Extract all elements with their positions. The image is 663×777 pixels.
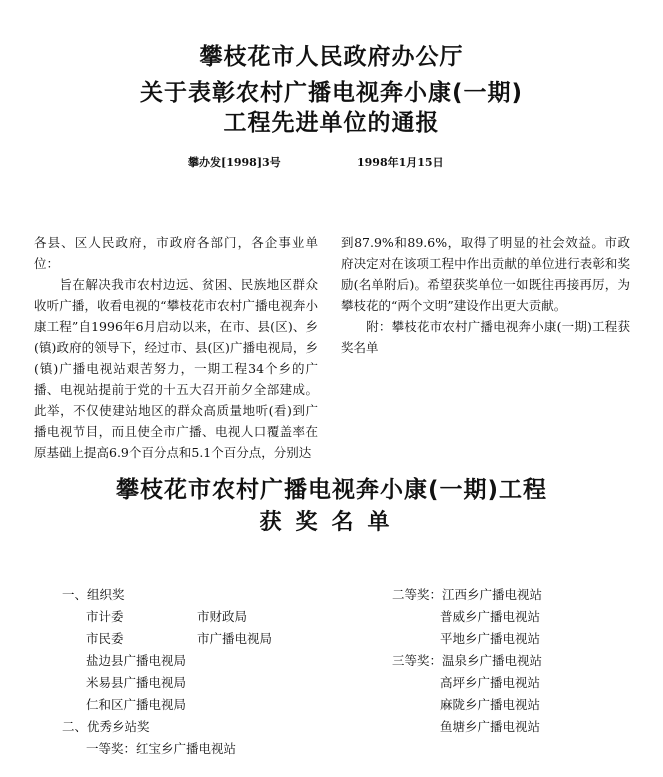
body-paragraph-continued: 到87.9%和89.6%，取得了明显的社会效益。市政府决定对在该项工程中作出贡献的单位进行表彰和奖励(名单附后)。希望获奖单位一如既往再接再厉，为攀枝花的“两个文明”建设作出更大贡献。 — [341, 235, 630, 313]
org-award-item: 仁和区广播电视局 — [86, 697, 187, 712]
prize-item: 普威乡广播电视站 — [440, 609, 541, 624]
body-column-left — [34, 232, 318, 463]
third-prize-label: 三等奖： — [392, 653, 443, 668]
section-organization-award: 一、组织奖 — [62, 587, 125, 602]
prize-item: 高坪乡广播电视站 — [440, 675, 541, 690]
attachment-note: 附：攀枝花市农村广播电视奔小康(一期)工程获奖名单 — [341, 319, 630, 355]
org-award-item: 盐边县广播电视局 — [86, 653, 187, 668]
title-line-3: 工程先进单位的通报 — [223, 110, 440, 136]
prize-item: 鱼塘乡广播电视站 — [440, 719, 541, 734]
org-award-item: 米易县广播电视局 — [86, 675, 187, 690]
title-line-2: 关于表彰农村广播电视奔小康(一期) — [139, 80, 524, 106]
prize-item: 红宝乡广播电视站 — [136, 741, 237, 756]
prize-item: 江西乡广播电视站 — [442, 587, 543, 602]
body-paragraph: 旨在解决我市农村边远、贫困、民族地区群众收听广播，收看电视的“攀枝花市农村广播电视奔小康工程”自1996年6月启动以来，在市、县(区)、乡(镇)政府的领导下，经过市、县(区)广播电视局，乡(镇)广播电视站艰苦努力，一期工程34个乡的广播、电视站提前于党的十五大召开前夕全部建成。此举，不仅使建站地区的群众高质量地听(看)到广播电视节目，而且使全市广播、电视人口覆盖率在原基础上提高6.9个百分点和5.1个百分点，分别达 — [34, 277, 318, 460]
third-prize-row — [392, 651, 542, 669]
section-excellent-station-award: 二、优秀乡站奖 — [62, 719, 150, 734]
document-number: 攀办发[1998]3号 — [188, 156, 281, 169]
org-award-item: 市计委 — [86, 609, 124, 624]
addressee: 各县、区人民政府，市政府各部门，各企事业单位： — [34, 235, 318, 271]
org-award-item: 市广播电视局 — [197, 631, 273, 646]
second-prize-row — [392, 585, 542, 603]
award-list-subtitle: 获奖名单 — [259, 510, 404, 535]
document-date: 1998年1月15日 — [357, 156, 444, 169]
org-award-item: 市民委 — [86, 631, 124, 646]
title-line-1: 攀枝花市人民政府办公厅 — [199, 44, 464, 70]
prize-item: 温泉乡广播电视站 — [442, 653, 543, 668]
prize-item: 麻陇乡广播电视站 — [440, 697, 541, 712]
award-list-title: 攀枝花市农村广播电视奔小康(一期)工程 — [115, 477, 548, 503]
org-award-item: 市财政局 — [197, 609, 248, 624]
prize-item: 平地乡广播电视站 — [440, 631, 541, 646]
first-prize-label: 一等奖： — [86, 741, 137, 756]
body-column-right — [341, 232, 630, 358]
second-prize-label: 二等奖： — [392, 587, 443, 602]
first-prize-row — [86, 739, 236, 757]
